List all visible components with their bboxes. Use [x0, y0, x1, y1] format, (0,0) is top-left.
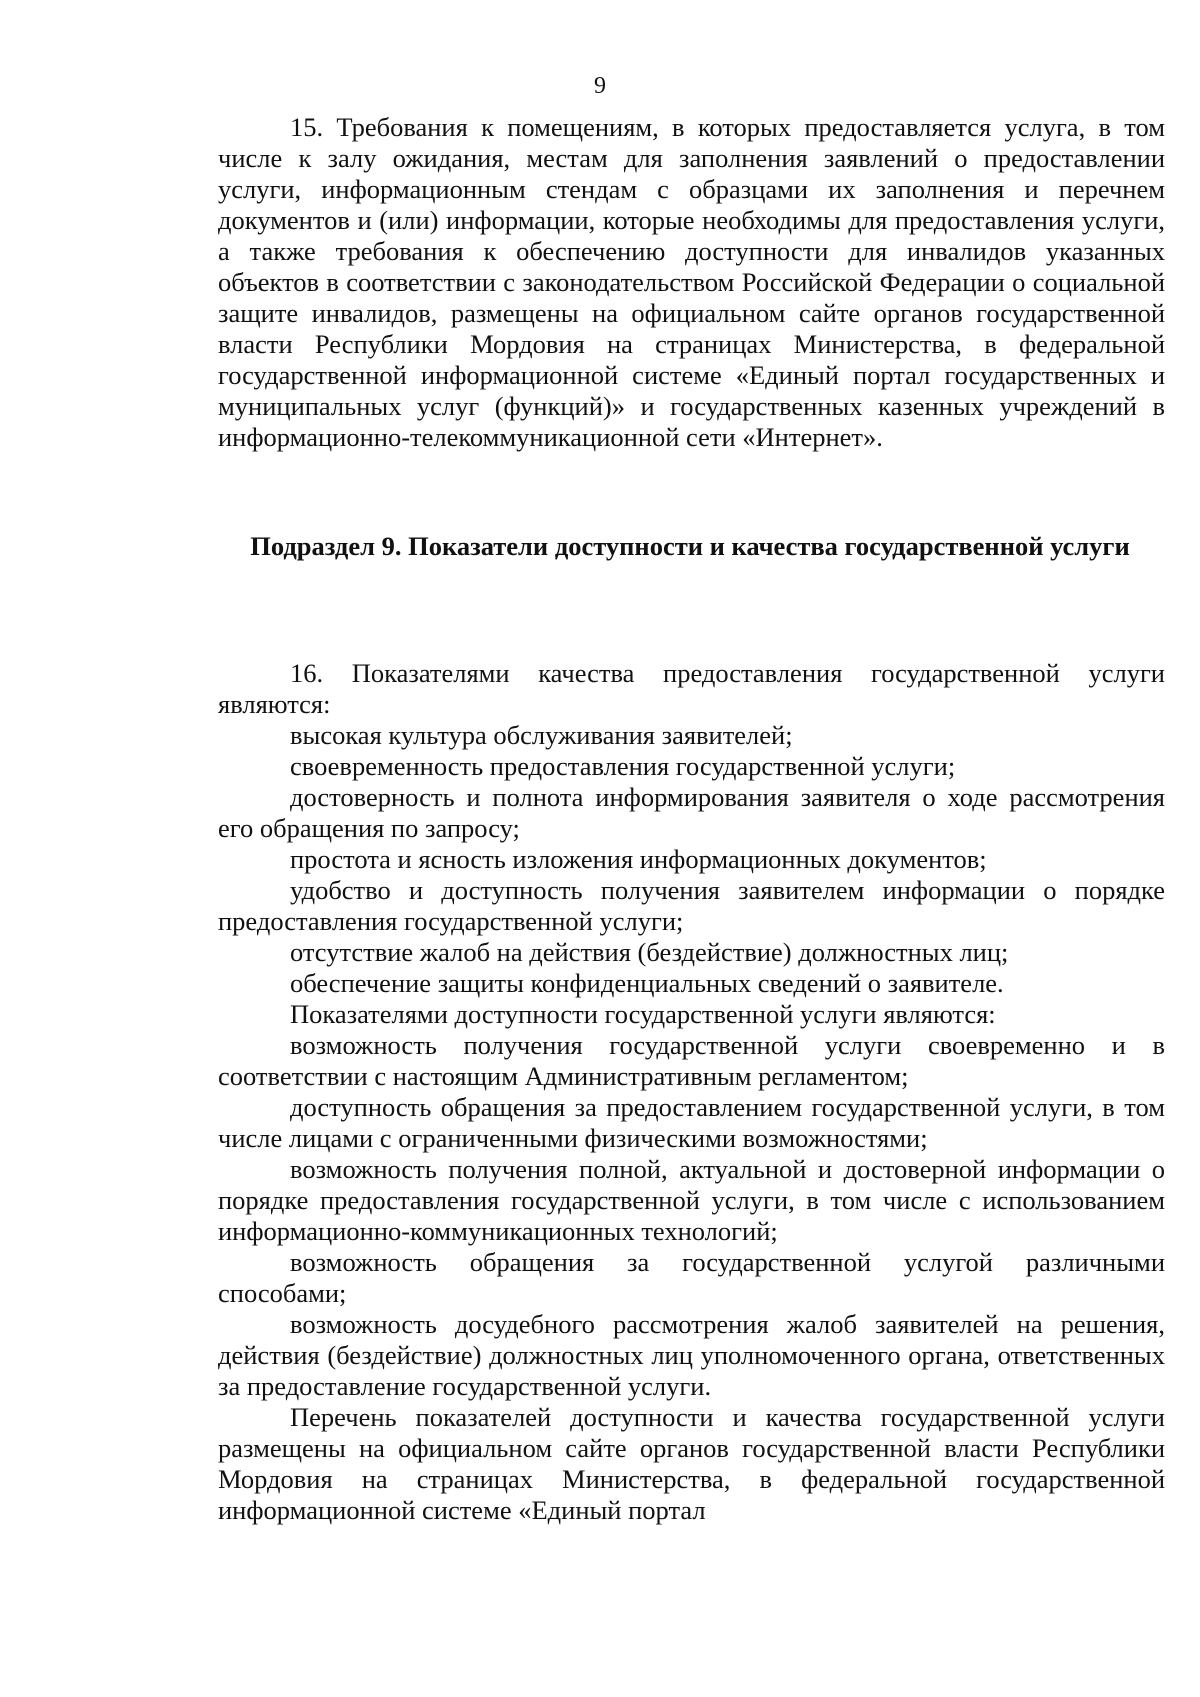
list-item: возможность получения полной, актуальной и достоверной информации о порядке предоставления государственной услуги, в том числе с использованием информационно-коммуникационных технологий;	[218, 1154, 1165, 1246]
subsection-heading: Подраздел 9. Показатели доступности и качества государственной услуги	[250, 531, 1130, 561]
list-item: высокая культура обслуживания заявителей;	[290, 720, 793, 750]
list-item: отсутствие жалоб на действия (бездействие) должностных лиц;	[290, 937, 1009, 967]
list-item: возможность получения государственной услуги своевременно и в соответствии с настоящим Административным регламентом;	[218, 1030, 1165, 1091]
list-item: доступность обращения за предоставлением государственной услуги, в том числе лицами с ограниченными физическими возможностями;	[218, 1092, 1165, 1153]
list-item: возможность обращения за государственной услугой различными способами;	[218, 1247, 1165, 1308]
paragraph: Перечень показателей доступности и качества государственной услуги размещены на официальном сайте органов государственной власти Республики Мордовия на страницах Министерства, в федеральной государственной информационной системе «Единый портал	[218, 1402, 1165, 1525]
list-item: достоверность и полнота информирования заявителя о ходе рассмотрения его обращения по запросу;	[218, 782, 1165, 843]
list-item: обеспечение защиты конфиденциальных сведений о заявителе.	[290, 968, 1004, 998]
list-item: удобство и доступность получения заявителем информации о порядке предоставления государственной услуги;	[218, 875, 1165, 936]
paragraph: Показателями доступности государственной услуги являются:	[290, 999, 996, 1029]
section-16	[218, 658, 1165, 1526]
paragraph: 15. Требования к помещениям, в которых предоставляется услуга, в том числе к залу ожидания, местам для заполнения заявлений о предоставлении услуги, информационным стендам с образцами их заполнения и перечнем документов и (или) информации, которые необходимы для предоставления услуги, а также требования к обеспечению доступности для инвалидов указанных объектов в соответствии с законодательством Российской Федерации о социальной защите инвалидов, размещены на официальном сайте органов государственной власти Республики Мордовия на страницах Министерства, в федеральной государственной информационной системе «Единый портал государственных и муниципальных услуг (функций)» и государственных казенных учреждений в информационно-телекоммуникационной сети «Интернет».	[218, 112, 1165, 452]
section-15	[218, 112, 1165, 453]
list-item: возможность досудебного рассмотрения жалоб заявителей на решения, действия (бездействие) должностных лиц уполномоченного органа, ответственных за предоставление государственной услуги.	[218, 1309, 1165, 1401]
paragraph: 16. Показателями качества предоставления государственной услуги являются:	[218, 658, 1165, 719]
list-item: своевременность предоставления государственной услуги;	[290, 751, 956, 781]
list-item: простота и ясность изложения информационных документов;	[290, 844, 987, 874]
page-number: 9	[594, 73, 606, 99]
